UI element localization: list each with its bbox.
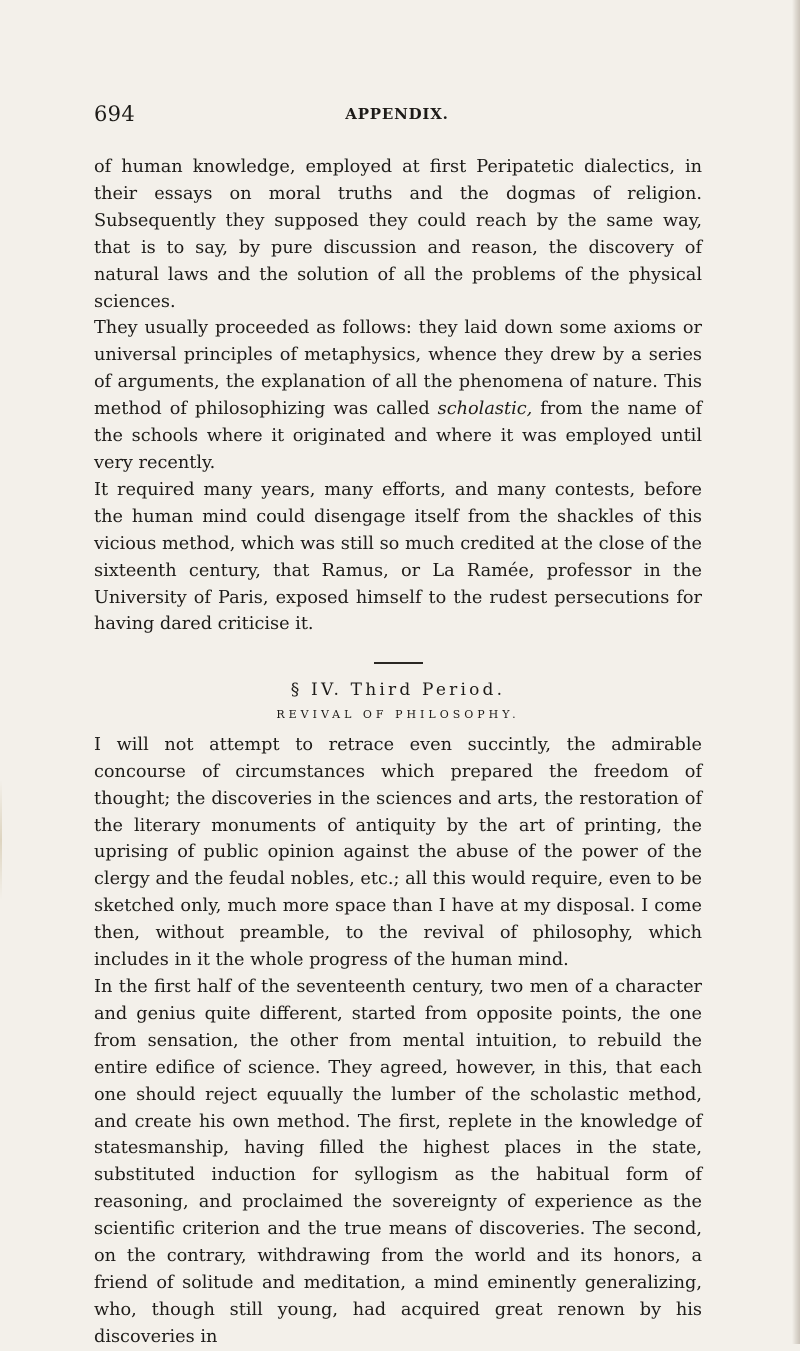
paragraph-2: They usually proceeded as follows: they laid down some axioms or universal principles of metaphysics, whence they drew by a series of arguments, the explanation of all the phenomena of nature. This method of philosophizing was called scholastic, from the name of the schools where it originated and where it was employed until very recently. (94, 318, 703, 473)
paper-stain (0, 780, 2, 900)
section-heading: § IV. Third Period. (290, 679, 506, 700)
paragraph-3: It required many years, many efforts, and many contests, before the human mind could disengage itself from the shackles of this vicious method, which was still so much credited at the close of the sixteenth century, that Ramus, or La Ramée, professor in the University of Paris, exposed himself to the rudest persecutions for having dared criticise it. (94, 479, 702, 635)
italic-term: scholastic, (437, 399, 533, 420)
running-head: APPENDIX. (345, 105, 449, 123)
page-header (94, 102, 700, 132)
paragraph-4: I will not attempt to retrace even succintly, the admirable concourse of circumstances which prepared the freedom of thought; the discoveries in the sciences and arts, the restoration of the literary monuments of antiquity by the art of printing, the uprising of public opinion against the abuse of the power of the clergy and the feudal nobles, etc.; all this would require, even to be sketched only, much more space than I have at my disposal. I come then, without preamble, to the revival of philosophy, which includes in it the whole progress of the human mind. (94, 734, 702, 971)
paragraph-5: In the first half of the seventeenth century, two men of a character and genius quite different, started from opposite points, the one from sensation, the other from mental intuition, to rebuild the entire edifice of science. They agreed, however, in this, that each one should reject equually the lumber of the scholastic method, and create his own method. The first, replete in the knowledge of statesmanship, having filled the highest places in the state, substituted induction for syllogism as the habitual form of reasoning, and proclaimed the sovereignty of experience as the scientific criterion and the true means of discoveries. The second, on the contrary, withdrawing from the world and its honors, a friend of solitude and meditation, a mind eminently generalizing, who, though still young, had acquired great renown by his discoveries in (94, 976, 702, 1347)
page-number: 694 (94, 102, 135, 126)
section-subheading: REVIVAL OF PHILOSOPHY. (276, 707, 520, 721)
paragraph-1: of human knowledge, employed at first Peripatetic dialectics, in their essays on moral truths and the dogmas of religion. Subsequently they supposed they could reach by the same way, that is to say, by pure discussion and reason, the discovery of natural laws and the solution of all the problems of the physical sciences. (94, 157, 702, 312)
page-edge-shadow (792, 0, 800, 1344)
section-divider (374, 662, 423, 664)
body-text (94, 154, 702, 1351)
